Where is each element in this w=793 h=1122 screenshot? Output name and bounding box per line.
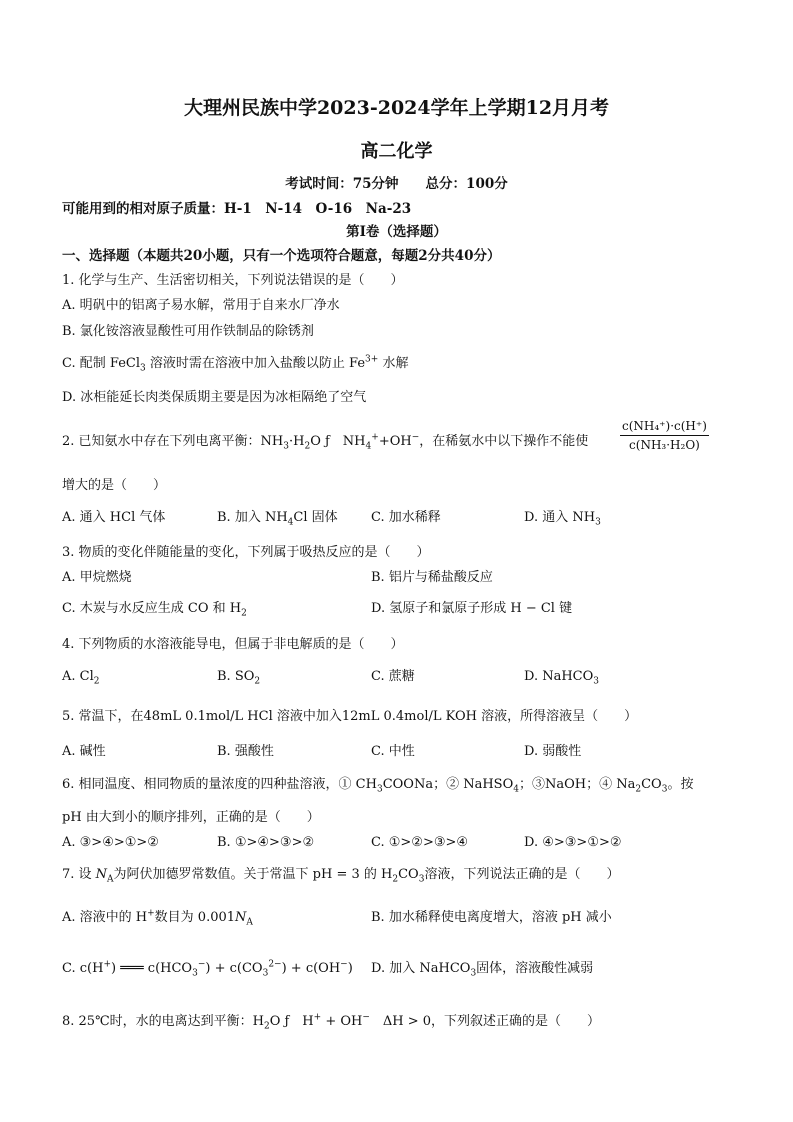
question-4-option-c: C. 蔗糖 [371, 669, 415, 684]
question-2-stem: 2. 已知氨水中存在下列电离平衡：$NH_3\cdot H_2O$ ƒ $NH_4^++OH^-$，在稀氨水中以下操作不能使 [62, 432, 589, 452]
question-1-option-d: D. 冰柜能延长肉类保质期主要是因为冰柜隔绝了空气 [62, 390, 367, 405]
volume-title: 第Ⅰ卷（选择题） [346, 224, 447, 240]
question-2-option-a: A. 通入 HCl 气体 [62, 510, 166, 525]
question-2-option-d: D. 通入 $NH_3$ [524, 510, 601, 528]
question-5-option-c: C. 中性 [371, 744, 415, 759]
question-1-stem: 1. 化学与生产、生活密切相关，下列说法错误的是（ ） [62, 273, 404, 288]
subject-title: 高二化学 [360, 141, 433, 162]
section-title: 一、选择题（本题共20小题，只有一个选项符合题意，每题2分共40分） [62, 248, 501, 264]
question-2-stem-end: 增大的是（ ） [62, 478, 167, 493]
question-7-option-c: C. c(H+) ═══ $c(HCO_3^-) + c(CO_3^{2-}) + c(OH^-)$ [62, 959, 353, 979]
question-3-option-d: D. 氢原子和氯原子形成 H − Cl 键 [371, 601, 573, 616]
question-6-stem: 6. 相同温度、相同物质的量浓度的四种盐溶液，① $CH_3COONa$；② NaHSO$_4$；③NaOH；④ $Na_2CO_3$。按 [62, 777, 694, 795]
question-7-option-d: D. 加入 NaHCO$_3$固体，溶液酸性减弱 [371, 961, 594, 979]
question-2-option-c: C. 加水稀释 [371, 510, 441, 525]
question-5-option-b: B. 强酸性 [217, 744, 274, 759]
question-7-option-a: A. 溶液中的 H+数目为 $0.001N_A$ [62, 908, 253, 928]
question-7-option-b: B. 加水稀释使电离度增大，溶液 pH 减小 [371, 910, 612, 925]
question-4-option-b: B. $SO_2$ [217, 669, 261, 687]
question-4-stem: 4. 下列物质的水溶液能导电，但属于非电解质的是（ ） [62, 637, 404, 652]
atomic-masses: 可能用到的相对原子质量：H-1 N-14 O-16 Na-23 [62, 201, 412, 217]
question-6-option-b: B. ①>④>③>② [217, 835, 315, 850]
question-3-option-b: B. 铝片与稀盐酸反应 [371, 570, 493, 585]
question-4-option-a: A. $Cl_2$ [62, 669, 100, 687]
question-3-option-a: A. 甲烷燃烧 [62, 570, 132, 585]
question-6-option-a: A. ③>④>①>② [62, 835, 159, 850]
question-2-option-b: B. 加入 $NH_4Cl$ 固体 [217, 510, 338, 528]
exam-title: 大理州民族中学2023-2024学年上学期12月月考 [183, 97, 610, 119]
question-1-option-b: B. 氯化铵溶液显酸性可用作铁制品的除锈剂 [62, 324, 314, 339]
question-1-option-a: A. 明矾中的铝离子易水解，常用于自来水厂净水 [62, 298, 340, 313]
fraction-numerator: c(NH₄⁺)·c(H⁺) [620, 418, 709, 436]
question-8-stem: 8. 25℃时，水的电离达到平衡：$H_2O$ ƒ H+ + OH− ΔH > 0，下列叙述正确的是（ ） [62, 1012, 601, 1032]
question-3-stem: 3. 物质的变化伴随能量的变化，下列属于吸热反应的是（ ） [62, 545, 430, 560]
exam-info: 考试时间：75分钟 总分：100分 [285, 176, 508, 192]
question-5-option-a: A. 碱性 [62, 744, 106, 759]
question-5-option-d: D. 弱酸性 [524, 744, 582, 759]
question-6-stem-line2: pH 由大到小的顺序排列，正确的是（ ） [62, 810, 320, 825]
fraction-denominator: c(NH₃·H₂O) [629, 438, 700, 452]
question-6-option-d: D. ④>③>①>② [524, 835, 622, 850]
question-5-stem: 5. 常温下，在48mL 0.1mol/L HCl 溶液中加入12mL 0.4mol/L KOH 溶液，所得溶液呈（ ） [62, 709, 638, 724]
question-6-option-c: C. ①>②>③>④ [371, 835, 469, 850]
question-2-fraction [620, 418, 709, 453]
question-3-option-c: C. 木炭与水反应生成 CO 和 $H_2$ [62, 601, 247, 619]
question-4-option-d: D. NaHCO$_3$ [524, 669, 600, 687]
question-1-option-c: C. 配制 FeCl$_3$ 溶液时需在溶液中加入盐酸以防止 $Fe^{3+}$ 水解 [62, 354, 409, 374]
question-7-stem: 7. 设 $N_A$为阿伏加德罗常数值。关于常温下 pH = 3 的 $H_2CO_3$溶液，下列说法正确的是（ ） [62, 867, 620, 885]
